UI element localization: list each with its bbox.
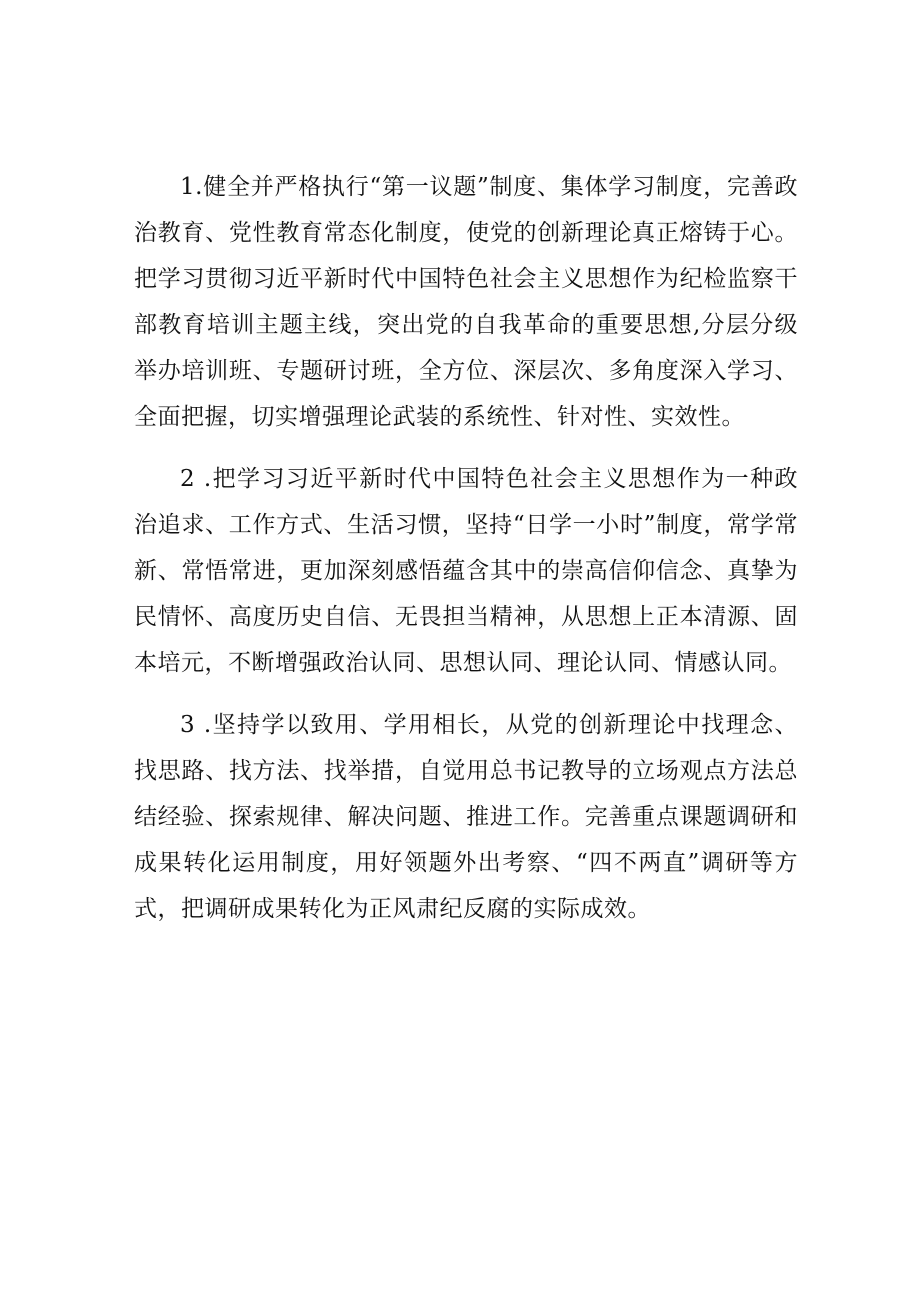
paragraph-text: 健全并严格执行“第一议题”制度、集体学习制度，完善政治教育、党性教育常态化制度，使党的创新理论真正熔铸于心。把学习贯彻习近平新时代中国特色社会主义思想作为纪检监察干部教育培训主题主线，突出党的自我革命的重要思想,分层分级举办培训班、专题研讨班，全方位、深层次、多角度深入学习、全面把握，切实增强理论武装的系统性、针对性、实效性。 (134, 174, 798, 430)
paragraph-number: 1. (180, 174, 203, 200)
paragraph-1 (134, 164, 798, 440)
paragraph-text: 坚持学以致用、学用相长，从党的创新理论中找理念、找思路、找方法、找举措，自觉用总书记教导的立场观点方法总结经验、探索规律、解决问题、推进工作。完善重点课题调研和成果转化运用制度，用好领题外出考察、“四不两直”调研等方式，把调研成果转化为正风肃纪反腐的实际成效。 (134, 712, 798, 922)
paragraph-3 (134, 702, 798, 932)
document-body (134, 164, 798, 948)
paragraph-number: 2 . (180, 466, 212, 492)
paragraph-2 (134, 456, 798, 686)
paragraph-text: 把学习习近平新时代中国特色社会主义思想作为一种政治追求、工作方式、生活习惯，坚持“日学一小时”制度，常学常新、常悟常进，更加深刻感悟蕴含其中的崇高信仰信念、真挚为民情怀、高度历史自信、无畏担当精神，从思想上正本清源、固本培元，不断增强政治认同、思想认同、理论认同、情感认同。 (134, 466, 798, 676)
paragraph-number: 3 . (180, 712, 212, 738)
